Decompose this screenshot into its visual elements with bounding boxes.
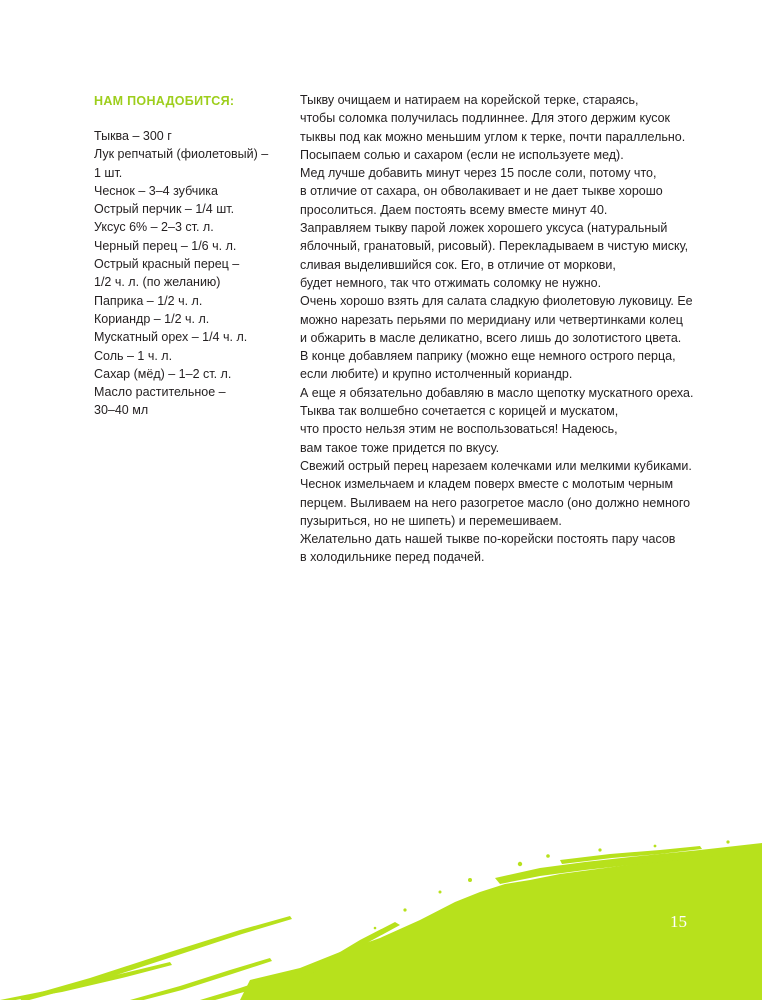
ingredient-line: Масло растительное – bbox=[94, 385, 226, 400]
method-line: что просто нельзя этим не воспользоваться! Надеюсь, bbox=[300, 422, 618, 437]
method-text bbox=[300, 91, 720, 567]
method-line: вам такое тоже придется по вкусу. bbox=[300, 440, 500, 455]
method-line: если любите) и крупно истолченный кориандр. bbox=[300, 367, 573, 382]
method-line: Желательно дать нашей тыкве по-корейски постоять пару часов bbox=[300, 532, 676, 547]
ingredient-line: Чеснок – 3–4 зубчика bbox=[94, 183, 218, 198]
method-line: просолиться. Даем постоять всему вместе минут 40. bbox=[300, 202, 608, 217]
method-line: тыквы под как можно меньшим углом к терке, почти параллельно. bbox=[300, 129, 686, 144]
method-line: Свежий острый перец нарезаем колечками или мелкими кубиками. bbox=[300, 458, 692, 473]
method-line: и обжарить в масле деликатно, всего лишь до золотистого цвета. bbox=[300, 330, 682, 345]
method-line: пузыриться, но не шипеть) и перемешиваем. bbox=[300, 513, 562, 528]
ingredient-line: 1 шт. bbox=[94, 165, 123, 180]
method-line: А еще я обязательно добавляю в масло щепотку мускатного ореха. bbox=[300, 385, 694, 400]
method-line: сливая выделившийся сок. Его, в отличие от моркови, bbox=[300, 257, 616, 272]
ingredient-line: Мускатный орех – 1/4 ч. л. bbox=[94, 330, 248, 345]
method-line: в холодильнике перед подачей. bbox=[300, 550, 485, 565]
ingredient-line: Острый перчик – 1/4 шт. bbox=[94, 202, 235, 217]
method-line: будет немного, так что отжимать соломку не нужно. bbox=[300, 275, 602, 290]
ingredient-line: Паприка – 1/2 ч. л. bbox=[94, 293, 203, 308]
ingredient-line: Кориандр – 1/2 ч. л. bbox=[94, 311, 210, 326]
method-line: можно нарезать перьями по меридиану или четвертинками колец bbox=[300, 312, 683, 327]
ingredient-line: Лук репчатый (фиолетовый) – bbox=[94, 147, 269, 162]
ingredient-line: Сахар (мёд) – 1–2 ст. л. bbox=[94, 366, 232, 381]
ingredients-heading: НАМ ПОНАДОБИТСЯ: bbox=[94, 94, 235, 108]
ingredient-line: Тыква – 300 г bbox=[94, 129, 172, 143]
ingredient-line: 30–40 мл bbox=[94, 403, 149, 418]
ingredient-line: Соль – 1 ч. л. bbox=[94, 348, 173, 363]
method-line: Очень хорошо взять для салата сладкую фиолетовую луковицу. Ее bbox=[300, 294, 693, 309]
method-line: Посыпаем солью и сахаром (если не используете мед). bbox=[300, 147, 624, 162]
method-line: Заправляем тыкву парой ложек хорошего уксуса (натуральный bbox=[300, 221, 668, 236]
ingredients-list bbox=[94, 127, 284, 420]
method-line: в отличие от сахара, он обволакивает и не дает тыкве хорошо bbox=[300, 184, 663, 199]
method-line: чтобы соломка получилась подлиннее. Для этого держим кусок bbox=[300, 111, 671, 126]
method-line: Тыква так волшебно сочетается с корицей и мускатом, bbox=[300, 404, 619, 419]
page-number: 15 bbox=[670, 912, 687, 931]
method-line: яблочный, гранатовый, рисовый). Перекладываем в чистую миску, bbox=[300, 239, 689, 254]
ingredients-column bbox=[94, 92, 284, 420]
ingredient-line: Острый красный перец – bbox=[94, 257, 240, 272]
paint-splash-decoration bbox=[0, 840, 762, 1000]
ingredient-line: Уксус 6% – 2–3 ст. л. bbox=[94, 220, 214, 235]
method-line: Чеснок измельчаем и кладем поверх вместе с молотым черным bbox=[300, 477, 674, 492]
method-line: В конце добавляем паприку (можно еще немного острого перца, bbox=[300, 349, 676, 364]
method-line: Мед лучше добавить минут через 15 после соли, потому что, bbox=[300, 166, 657, 181]
ingredient-line: 1/2 ч. л. (по желанию) bbox=[94, 275, 221, 290]
ingredient-line: Черный перец – 1/6 ч. л. bbox=[94, 238, 237, 253]
method-line: перцем. Выливаем на него разогретое масло (оно должно немного bbox=[300, 495, 691, 510]
method-line: Тыкву очищаем и натираем на корейской терке, стараясь, bbox=[300, 93, 639, 107]
